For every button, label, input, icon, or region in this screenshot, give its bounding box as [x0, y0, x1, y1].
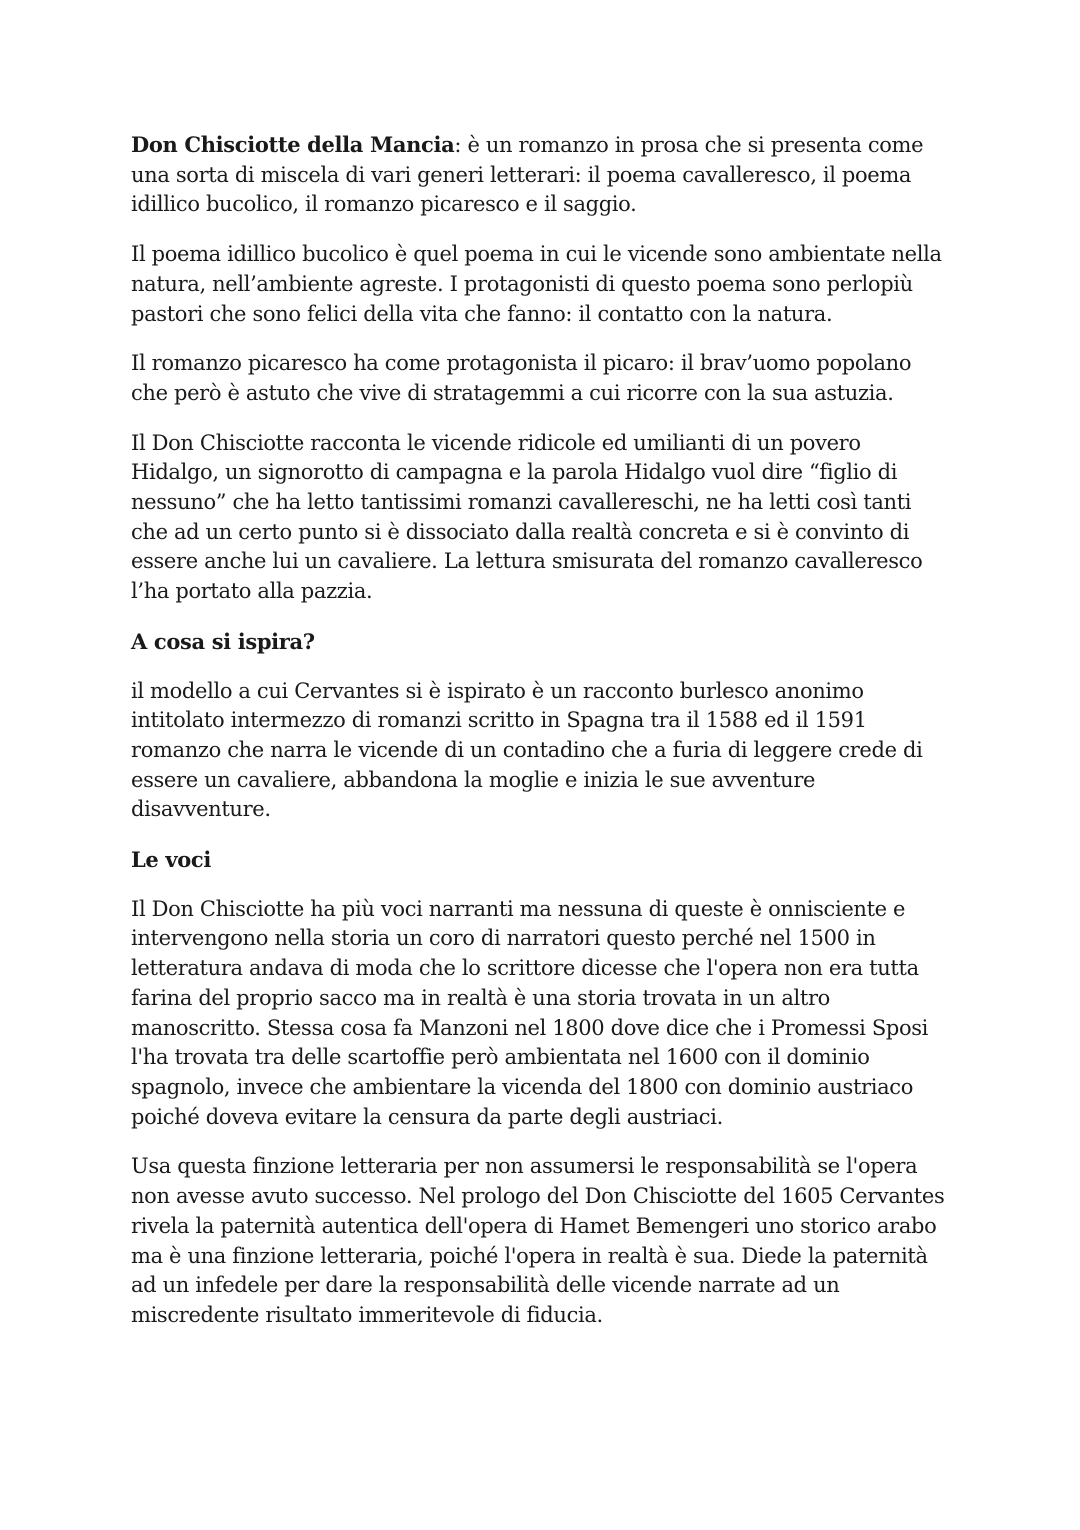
paragraph-hidalgo: Il Don Chisciotte racconta le vicende ridicole ed umilianti di un povero Hidalgo, un signorotto di campagna e la parola Hidalgo vuol dire “figlio di nessuno” che ha letto tantissimi romanzi cavallereschi, ne ha letti così tanti che ad un certo punto si è dissociato dalla realtà concreta e si è convinto di essere anche lui un cavaliere. La lettura smisurata del romanzo cavalleresco l’ha portato alla pazzia. [131, 430, 923, 604]
paragraph-picaresco: Il romanzo picaresco ha come protagonista il picaro: il brav’uomo popolano che però è astuto che vive di stratagemmi a cui ricorre con la sua astuzia. [131, 351, 912, 405]
heading-voci: Le voci [131, 847, 211, 873]
intro-text: : è un romanzo in prosa che si presenta come una sorta di miscela di vari generi letterari: il poema cavalleresco, il poema idillico bucolico, il romanzo picaresco e il saggio. [131, 133, 924, 217]
intro-term: Don Chisciotte della Mancia [131, 132, 455, 157]
document-page [131, 130, 949, 1351]
intro-paragraph [131, 130, 949, 220]
paragraph-voci-1: Il Don Chisciotte ha più voci narranti ma nessuna di queste è onnisciente e intervengono nella storia un coro di narratori questo perché nel 1500 in letteratura andava di moda che lo scrittore dicesse che l'opera non era tutta farina del proprio sacco ma in realtà è una storia trovata in un altro manoscritto. Stessa cosa fa Manzoni nel 1800 dove dice che i Promessi Sposi l'ha trovata tra delle scartoffie però ambientata nel 1600 con il dominio spagnolo, invece che ambientare la vicenda del 1800 con dominio austriaco poiché doveva evitare la censura da parte degli austriaci. [131, 896, 929, 1129]
paragraph-voci-2: Usa questa finzione letteraria per non assumersi le responsabilità se l'opera non avesse avuto successo. Nel prologo del Don Chisciotte del 1605 Cervantes rivela la paternità autentica dell'opera di Hamet Bemengeri uno storico arabo ma è una finzione letteraria, poiché l'opera in realtà è sua. Diede la paternità ad un infedele per dare la responsabilità delle vicende narrate ad un miscredente risultato immeritevole di fiducia. [131, 1154, 945, 1327]
paragraph-ispira: il modello a cui Cervantes si è ispirato è un racconto burlesco anonimo intitolato intermezzo di romanzi scritto in Spagna tra il 1588 ed il 1591 romanzo che narra le vicende di un contadino che a furia di leggere crede di essere un cavaliere, abbandona la moglie e inizia le sue avventure disavventure. [131, 678, 923, 822]
heading-ispira: A cosa si ispira? [131, 628, 315, 654]
paragraph-bucolico: Il poema idillico bucolico è quel poema in cui le vicende sono ambientate nella natura, nell’ambiente agreste. I protagonisti di questo poema sono perlopiù pastori che sono felici della vita che fanno: il contatto con la natura. [131, 242, 942, 326]
